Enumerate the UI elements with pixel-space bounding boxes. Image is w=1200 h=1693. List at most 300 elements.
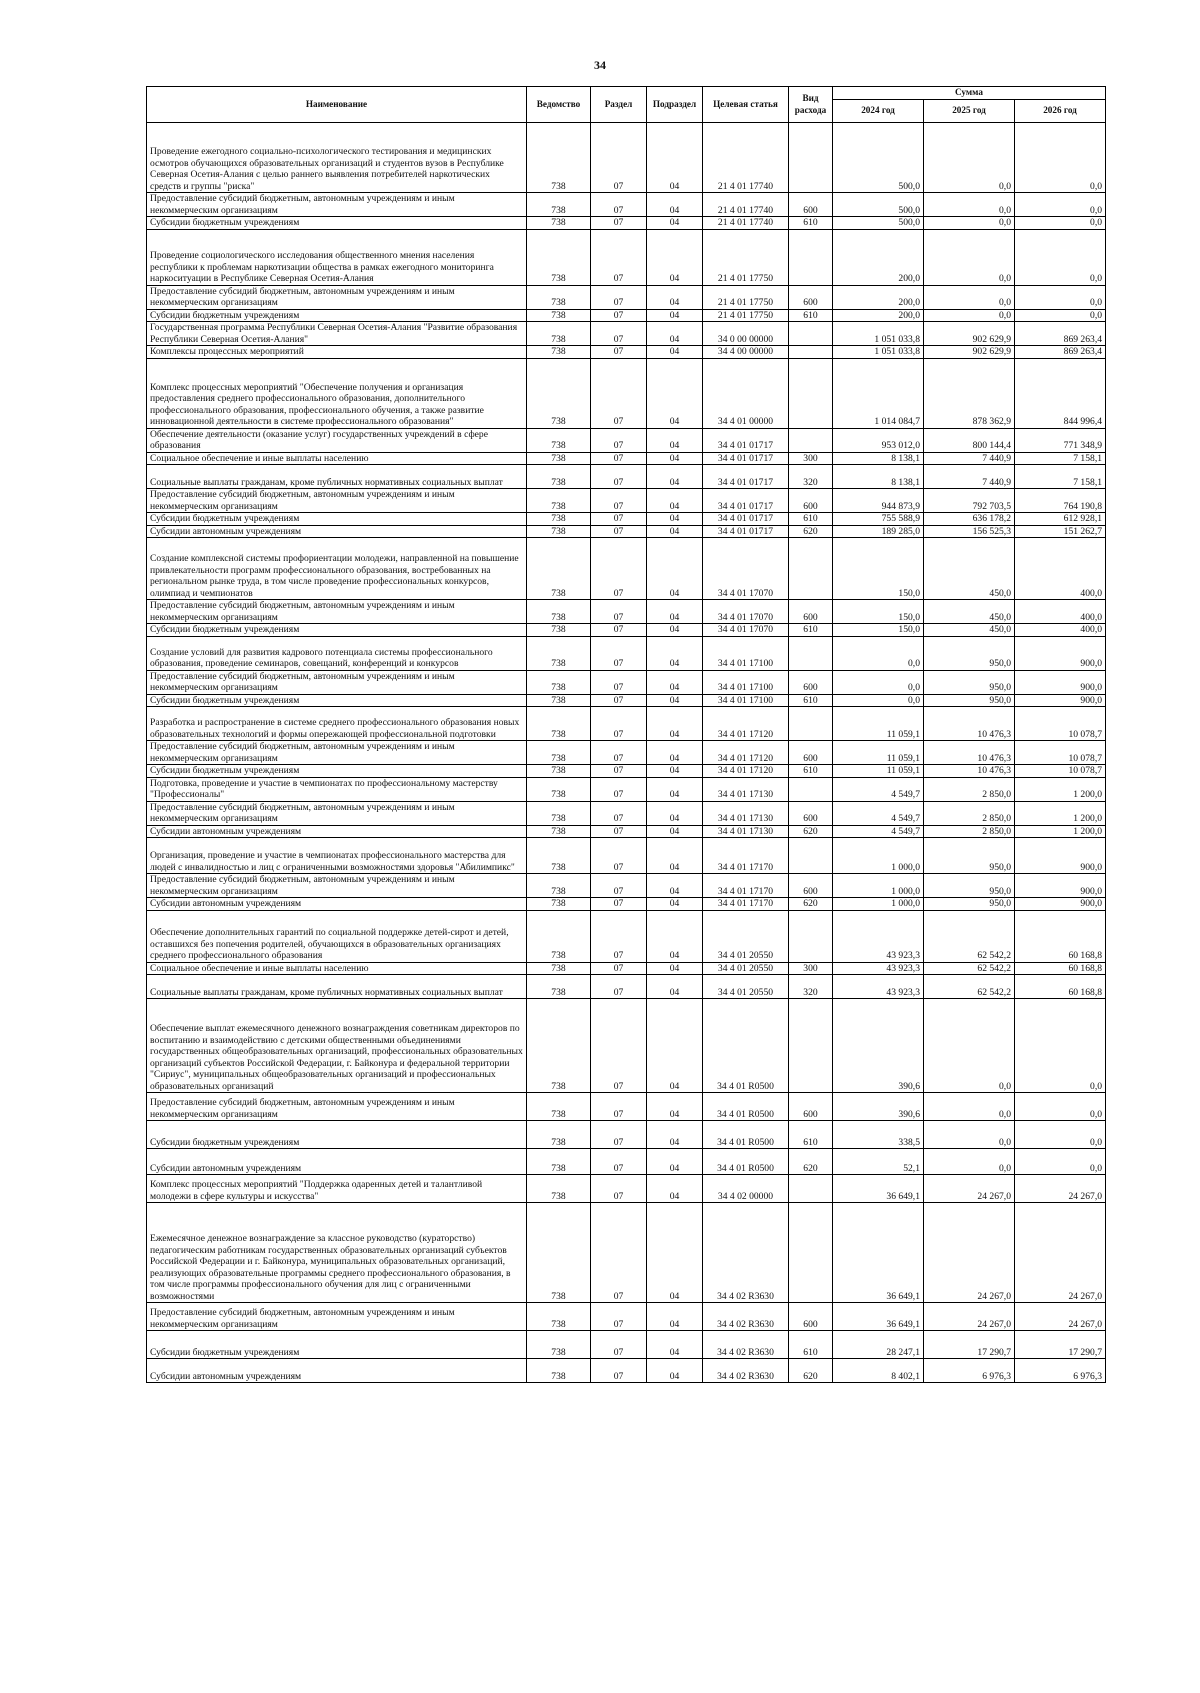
row-section-cell: 07	[591, 1149, 647, 1175]
table-row	[147, 1149, 1106, 1175]
row-target-article-cell: 34 4 01 17130	[703, 777, 789, 801]
row-subsection-cell: 04	[647, 898, 703, 911]
row-section-cell: 07	[591, 1359, 647, 1383]
row-sum-2024-cell: 43 923,3	[833, 962, 924, 975]
row-target-article-cell: 21 4 01 17740	[703, 123, 789, 193]
row-section-cell: 07	[591, 465, 647, 489]
row-sum-2025-cell: 0,0	[924, 285, 1015, 309]
row-department-cell: 738	[527, 910, 591, 962]
table-row	[147, 217, 1106, 230]
row-department-cell: 738	[527, 999, 591, 1093]
row-expense-type-cell: 620	[789, 825, 833, 838]
row-target-article-cell: 34 4 01 R0500	[703, 1121, 789, 1149]
row-sum-2025-cell: 0,0	[924, 1093, 1015, 1121]
table-row	[147, 322, 1106, 346]
row-sum-2024-cell: 8 402,1	[833, 1359, 924, 1383]
table-row	[147, 1175, 1106, 1203]
row-subsection-cell: 04	[647, 777, 703, 801]
row-subsection-cell: 04	[647, 999, 703, 1093]
table-row	[147, 465, 1106, 489]
row-sum-2026-cell: 10 078,7	[1015, 765, 1106, 778]
table-row	[147, 1359, 1106, 1383]
row-sum-2025-cell: 0,0	[924, 1149, 1015, 1175]
row-subsection-cell: 04	[647, 346, 703, 359]
row-section-cell: 07	[591, 777, 647, 801]
row-target-article-cell: 21 4 01 17750	[703, 285, 789, 309]
row-subsection-cell: 04	[647, 1093, 703, 1121]
row-sum-2024-cell: 1 000,0	[833, 874, 924, 898]
row-section-cell: 07	[591, 193, 647, 217]
table-row	[147, 670, 1106, 694]
row-sum-2026-cell: 900,0	[1015, 898, 1106, 911]
row-department-cell: 738	[527, 513, 591, 526]
row-expense-type-cell: 300	[789, 452, 833, 465]
row-sum-2025-cell: 450,0	[924, 538, 1015, 600]
row-section-cell: 07	[591, 765, 647, 778]
row-sum-2024-cell: 150,0	[833, 538, 924, 600]
row-subsection-cell: 04	[647, 670, 703, 694]
row-name-cell: Социальное обеспечение и иные выплаты населению	[147, 452, 527, 465]
row-department-cell: 738	[527, 1093, 591, 1121]
row-subsection-cell: 04	[647, 1331, 703, 1359]
row-target-article-cell: 34 4 01 01717	[703, 465, 789, 489]
row-target-article-cell: 21 4 01 17740	[703, 217, 789, 230]
row-sum-2026-cell: 0,0	[1015, 1093, 1106, 1121]
row-name-cell: Обеспечение деятельности (оказание услуг) государственных учреждений в сфере образования	[147, 428, 527, 452]
row-name-cell: Ежемесячное денежное вознаграждение за классное руководство (кураторство) педагогическим работникам государственных образовательных организаций субъектов Российской Федерации и г. Байконура, муниципальных образовательных организаций, реализующих образовательные программы среднего профессионального образования, в том числе программы профессионального обучения для лиц с ограниченными возможностями	[147, 1203, 527, 1303]
row-sum-2025-cell: 24 267,0	[924, 1203, 1015, 1303]
row-subsection-cell: 04	[647, 465, 703, 489]
row-target-article-cell: 34 4 01 17130	[703, 825, 789, 838]
row-expense-type-cell: 610	[789, 624, 833, 637]
row-target-article-cell: 34 4 02 R3630	[703, 1359, 789, 1383]
row-target-article-cell: 34 4 01 20550	[703, 975, 789, 999]
row-name-cell: Организация, проведение и участие в чемпионатах профессионального мастерства для людей с инвалидностью и лиц с ограниченными возможностями здоровья "Абилимпикс"	[147, 838, 527, 874]
row-sum-2024-cell: 36 649,1	[833, 1303, 924, 1331]
header-target-article: Целевая статья	[703, 87, 789, 123]
row-sum-2026-cell: 869 263,4	[1015, 346, 1106, 359]
row-target-article-cell: 34 4 01 20550	[703, 910, 789, 962]
row-subsection-cell: 04	[647, 358, 703, 428]
row-sum-2024-cell: 150,0	[833, 600, 924, 624]
row-name-cell: Обеспечение дополнительных гарантий по социальной поддержке детей-сирот и детей, оставшихся без попечения родителей, обучающихся в образовательных организациях среднего профессионального образования	[147, 910, 527, 962]
row-expense-type-cell	[789, 777, 833, 801]
row-sum-2026-cell: 1 200,0	[1015, 801, 1106, 825]
row-sum-2025-cell: 792 703,5	[924, 489, 1015, 513]
row-section-cell: 07	[591, 1175, 647, 1203]
row-name-cell: Предоставление субсидий бюджетным, автономным учреждениям и иным некоммерческим организациям	[147, 801, 527, 825]
row-sum-2024-cell: 1 000,0	[833, 898, 924, 911]
row-name-cell: Субсидии бюджетным учреждениям	[147, 513, 527, 526]
table-row	[147, 1331, 1106, 1359]
row-name-cell: Субсидии автономным учреждениям	[147, 1359, 527, 1383]
row-subsection-cell: 04	[647, 838, 703, 874]
row-sum-2024-cell: 0,0	[833, 670, 924, 694]
row-section-cell: 07	[591, 285, 647, 309]
row-expense-type-cell	[789, 910, 833, 962]
row-name-cell: Социальное обеспечение и иные выплаты населению	[147, 962, 527, 975]
row-department-cell: 738	[527, 898, 591, 911]
row-department-cell: 738	[527, 452, 591, 465]
row-department-cell: 738	[527, 217, 591, 230]
row-target-article-cell: 34 4 01 00000	[703, 358, 789, 428]
row-section-cell: 07	[591, 694, 647, 707]
row-subsection-cell: 04	[647, 1149, 703, 1175]
header-department: Ведомство	[527, 87, 591, 123]
row-department-cell: 738	[527, 777, 591, 801]
row-subsection-cell: 04	[647, 285, 703, 309]
row-sum-2026-cell: 612 928,1	[1015, 513, 1106, 526]
row-sum-2026-cell: 60 168,8	[1015, 975, 1106, 999]
row-name-cell: Субсидии автономным учреждениям	[147, 825, 527, 838]
row-department-cell: 738	[527, 624, 591, 637]
row-subsection-cell: 04	[647, 741, 703, 765]
row-sum-2026-cell: 869 263,4	[1015, 322, 1106, 346]
row-sum-2025-cell: 636 178,2	[924, 513, 1015, 526]
table-row	[147, 910, 1106, 962]
row-section-cell: 07	[591, 309, 647, 322]
row-name-cell: Субсидии автономным учреждениям	[147, 525, 527, 538]
row-name-cell: Субсидии бюджетным учреждениям	[147, 309, 527, 322]
row-department-cell: 738	[527, 1203, 591, 1303]
row-department-cell: 738	[527, 1149, 591, 1175]
row-section-cell: 07	[591, 525, 647, 538]
row-section-cell: 07	[591, 707, 647, 741]
row-sum-2025-cell: 0,0	[924, 1121, 1015, 1149]
row-sum-2024-cell: 944 873,9	[833, 489, 924, 513]
row-subsection-cell: 04	[647, 322, 703, 346]
table-row	[147, 1303, 1106, 1331]
row-sum-2026-cell: 764 190,8	[1015, 489, 1106, 513]
row-sum-2026-cell: 0,0	[1015, 999, 1106, 1093]
row-target-article-cell: 34 4 01 17070	[703, 600, 789, 624]
row-department-cell: 738	[527, 1175, 591, 1203]
row-section-cell: 07	[591, 1203, 647, 1303]
row-sum-2024-cell: 1 000,0	[833, 838, 924, 874]
row-subsection-cell: 04	[647, 801, 703, 825]
row-department-cell: 738	[527, 600, 591, 624]
row-expense-type-cell: 600	[789, 670, 833, 694]
row-department-cell: 738	[527, 707, 591, 741]
row-name-cell: Предоставление субсидий бюджетным, автономным учреждениям и иным некоммерческим организациям	[147, 670, 527, 694]
header-expense-type: Вид расхода	[789, 87, 833, 123]
row-sum-2024-cell: 500,0	[833, 217, 924, 230]
row-sum-2025-cell: 950,0	[924, 636, 1015, 670]
row-sum-2025-cell: 24 267,0	[924, 1303, 1015, 1331]
row-sum-2025-cell: 2 850,0	[924, 801, 1015, 825]
row-sum-2026-cell: 60 168,8	[1015, 910, 1106, 962]
row-expense-type-cell	[789, 1203, 833, 1303]
row-sum-2026-cell: 771 348,9	[1015, 428, 1106, 452]
row-name-cell: Субсидии автономным учреждениям	[147, 1149, 527, 1175]
row-department-cell: 738	[527, 123, 591, 193]
row-sum-2025-cell: 156 525,3	[924, 525, 1015, 538]
row-sum-2026-cell: 0,0	[1015, 1149, 1106, 1175]
table-row	[147, 825, 1106, 838]
row-department-cell: 738	[527, 428, 591, 452]
row-sum-2025-cell: 62 542,2	[924, 910, 1015, 962]
row-sum-2025-cell: 950,0	[924, 670, 1015, 694]
row-name-cell: Проведение ежегодного социально-психологического тестирования и медицинских осмотров обучающихся образовательных организаций и студентов вузов в Республике Северная Осетия-Алания с целью раннего выявления потребителей наркотических средств и группы "риска"	[147, 123, 527, 193]
row-name-cell: Комплексы процессных мероприятий	[147, 346, 527, 359]
row-sum-2026-cell: 17 290,7	[1015, 1331, 1106, 1359]
row-target-article-cell: 34 4 01 R0500	[703, 1093, 789, 1121]
row-subsection-cell: 04	[647, 513, 703, 526]
row-sum-2024-cell: 1 014 084,7	[833, 358, 924, 428]
header-year-2026: 2026 год	[1015, 100, 1106, 123]
row-subsection-cell: 04	[647, 193, 703, 217]
row-subsection-cell: 04	[647, 309, 703, 322]
row-department-cell: 738	[527, 1331, 591, 1359]
row-department-cell: 738	[527, 636, 591, 670]
row-expense-type-cell: 320	[789, 465, 833, 489]
row-section-cell: 07	[591, 452, 647, 465]
row-expense-type-cell: 600	[789, 1093, 833, 1121]
row-expense-type-cell: 620	[789, 1359, 833, 1383]
row-section-cell: 07	[591, 538, 647, 600]
row-sum-2024-cell: 338,5	[833, 1121, 924, 1149]
row-sum-2026-cell: 1 200,0	[1015, 777, 1106, 801]
row-sum-2026-cell: 900,0	[1015, 636, 1106, 670]
table-row	[147, 452, 1106, 465]
row-department-cell: 738	[527, 322, 591, 346]
table-row	[147, 309, 1106, 322]
row-subsection-cell: 04	[647, 1203, 703, 1303]
row-sum-2025-cell: 10 476,3	[924, 765, 1015, 778]
row-target-article-cell: 34 4 01 17120	[703, 707, 789, 741]
row-expense-type-cell	[789, 1175, 833, 1203]
table-row	[147, 838, 1106, 874]
row-section-cell: 07	[591, 428, 647, 452]
row-sum-2026-cell: 400,0	[1015, 538, 1106, 600]
row-section-cell: 07	[591, 1331, 647, 1359]
row-sum-2026-cell: 0,0	[1015, 1121, 1106, 1149]
row-section-cell: 07	[591, 123, 647, 193]
row-expense-type-cell	[789, 358, 833, 428]
row-department-cell: 738	[527, 489, 591, 513]
row-sum-2024-cell: 500,0	[833, 123, 924, 193]
row-name-cell: Разработка и распространение в системе среднего профессионального образования новых образовательных технологий и формы опережающей профессиональной подготовки	[147, 707, 527, 741]
table-row	[147, 285, 1106, 309]
row-name-cell: Предоставление субсидий бюджетным, автономным учреждениям и иным некоммерческим организациям	[147, 193, 527, 217]
row-name-cell: Субсидии автономным учреждениям	[147, 898, 527, 911]
row-department-cell: 738	[527, 193, 591, 217]
row-department-cell: 738	[527, 975, 591, 999]
row-section-cell: 07	[591, 741, 647, 765]
row-sum-2025-cell: 950,0	[924, 898, 1015, 911]
row-sum-2026-cell: 1 200,0	[1015, 825, 1106, 838]
row-sum-2025-cell: 450,0	[924, 600, 1015, 624]
row-target-article-cell: 34 4 02 00000	[703, 1175, 789, 1203]
row-sum-2024-cell: 36 649,1	[833, 1203, 924, 1303]
row-sum-2024-cell: 200,0	[833, 285, 924, 309]
row-name-cell: Субсидии бюджетным учреждениям	[147, 624, 527, 637]
header-year-2025: 2025 год	[924, 100, 1015, 123]
row-sum-2024-cell: 1 051 033,8	[833, 322, 924, 346]
row-subsection-cell: 04	[647, 1175, 703, 1203]
row-expense-type-cell: 600	[789, 1303, 833, 1331]
header-sum: Сумма	[833, 87, 1106, 100]
row-subsection-cell: 04	[647, 452, 703, 465]
row-section-cell: 07	[591, 217, 647, 230]
row-subsection-cell: 04	[647, 229, 703, 285]
row-subsection-cell: 04	[647, 600, 703, 624]
row-name-cell: Создание условий для развития кадрового потенциала системы профессионального образования, проведение семинаров, совещаний, конференций и конкурсов	[147, 636, 527, 670]
table-row	[147, 229, 1106, 285]
table-row	[147, 489, 1106, 513]
row-target-article-cell: 34 4 02 R3630	[703, 1303, 789, 1331]
row-sum-2025-cell: 2 850,0	[924, 777, 1015, 801]
row-department-cell: 738	[527, 741, 591, 765]
row-expense-type-cell: 600	[789, 285, 833, 309]
row-sum-2024-cell: 390,6	[833, 999, 924, 1093]
row-subsection-cell: 04	[647, 765, 703, 778]
row-expense-type-cell	[789, 428, 833, 452]
row-target-article-cell: 34 4 01 17100	[703, 636, 789, 670]
row-expense-type-cell	[789, 346, 833, 359]
row-target-article-cell: 34 4 01 17070	[703, 624, 789, 637]
row-sum-2024-cell: 4 549,7	[833, 825, 924, 838]
row-sum-2026-cell: 10 078,7	[1015, 707, 1106, 741]
table-row	[147, 513, 1106, 526]
row-expense-type-cell: 600	[789, 489, 833, 513]
row-expense-type-cell: 610	[789, 694, 833, 707]
row-expense-type-cell	[789, 322, 833, 346]
row-sum-2024-cell: 189 285,0	[833, 525, 924, 538]
row-section-cell: 07	[591, 358, 647, 428]
row-section-cell: 07	[591, 825, 647, 838]
row-sum-2025-cell: 450,0	[924, 624, 1015, 637]
row-section-cell: 07	[591, 975, 647, 999]
row-expense-type-cell	[789, 229, 833, 285]
row-department-cell: 738	[527, 358, 591, 428]
row-department-cell: 738	[527, 229, 591, 285]
row-subsection-cell: 04	[647, 707, 703, 741]
row-expense-type-cell: 300	[789, 962, 833, 975]
table-row	[147, 765, 1106, 778]
row-department-cell: 738	[527, 525, 591, 538]
row-sum-2025-cell: 0,0	[924, 217, 1015, 230]
row-expense-type-cell: 600	[789, 874, 833, 898]
row-department-cell: 738	[527, 309, 591, 322]
row-subsection-cell: 04	[647, 694, 703, 707]
row-sum-2025-cell: 10 476,3	[924, 707, 1015, 741]
row-sum-2026-cell: 7 158,1	[1015, 465, 1106, 489]
row-sum-2025-cell: 62 542,2	[924, 962, 1015, 975]
row-target-article-cell: 34 4 02 R3630	[703, 1331, 789, 1359]
row-sum-2026-cell: 24 267,0	[1015, 1303, 1106, 1331]
row-sum-2024-cell: 0,0	[833, 694, 924, 707]
row-target-article-cell: 21 4 01 17740	[703, 193, 789, 217]
row-sum-2026-cell: 0,0	[1015, 217, 1106, 230]
row-expense-type-cell	[789, 636, 833, 670]
row-expense-type-cell: 600	[789, 193, 833, 217]
row-sum-2025-cell: 0,0	[924, 309, 1015, 322]
row-sum-2024-cell: 150,0	[833, 624, 924, 637]
row-sum-2024-cell: 1 051 033,8	[833, 346, 924, 359]
row-department-cell: 738	[527, 346, 591, 359]
row-target-article-cell: 34 4 01 17170	[703, 838, 789, 874]
row-department-cell: 738	[527, 838, 591, 874]
row-section-cell: 07	[591, 600, 647, 624]
table-row	[147, 358, 1106, 428]
row-sum-2024-cell: 11 059,1	[833, 765, 924, 778]
row-department-cell: 738	[527, 694, 591, 707]
row-subsection-cell: 04	[647, 624, 703, 637]
row-sum-2026-cell: 0,0	[1015, 285, 1106, 309]
row-section-cell: 07	[591, 874, 647, 898]
row-expense-type-cell: 610	[789, 1331, 833, 1359]
row-sum-2024-cell: 0,0	[833, 636, 924, 670]
row-sum-2024-cell: 8 138,1	[833, 452, 924, 465]
row-sum-2025-cell: 0,0	[924, 193, 1015, 217]
row-sum-2026-cell: 900,0	[1015, 694, 1106, 707]
row-section-cell: 07	[591, 801, 647, 825]
row-target-article-cell: 34 4 01 17170	[703, 898, 789, 911]
row-target-article-cell: 21 4 01 17750	[703, 309, 789, 322]
row-target-article-cell: 34 4 01 01717	[703, 513, 789, 526]
row-expense-type-cell: 610	[789, 217, 833, 230]
row-sum-2024-cell: 755 588,9	[833, 513, 924, 526]
row-sum-2024-cell: 200,0	[833, 229, 924, 285]
row-department-cell: 738	[527, 1359, 591, 1383]
row-sum-2026-cell: 24 267,0	[1015, 1203, 1106, 1303]
row-target-article-cell: 34 4 01 17100	[703, 694, 789, 707]
row-expense-type-cell: 610	[789, 513, 833, 526]
table-row	[147, 975, 1106, 999]
row-department-cell: 738	[527, 285, 591, 309]
table-row	[147, 346, 1106, 359]
row-target-article-cell: 34 4 01 R0500	[703, 999, 789, 1093]
row-subsection-cell: 04	[647, 1359, 703, 1383]
header-year-2024: 2024 год	[833, 100, 924, 123]
row-sum-2024-cell: 4 549,7	[833, 777, 924, 801]
row-department-cell: 738	[527, 465, 591, 489]
row-expense-type-cell: 610	[789, 309, 833, 322]
row-section-cell: 07	[591, 1303, 647, 1331]
row-sum-2024-cell: 11 059,1	[833, 741, 924, 765]
row-name-cell: Проведение социологического исследования общественного мнения населения республики к проблемам наркотизации общества в рамках ежегодного мониторинга наркоситуации в Республике Северная Осетия-Алания	[147, 229, 527, 285]
row-sum-2025-cell: 6 976,3	[924, 1359, 1015, 1383]
row-sum-2026-cell: 900,0	[1015, 838, 1106, 874]
table-row	[147, 193, 1106, 217]
row-expense-type-cell	[789, 838, 833, 874]
row-subsection-cell: 04	[647, 874, 703, 898]
row-target-article-cell: 34 4 00 00000	[703, 346, 789, 359]
row-sum-2024-cell: 390,6	[833, 1093, 924, 1121]
row-name-cell: Предоставление субсидий бюджетным, автономным учреждениям и иным некоммерческим организациям	[147, 874, 527, 898]
row-sum-2025-cell: 7 440,9	[924, 452, 1015, 465]
row-name-cell: Обеспечение выплат ежемесячного денежного вознаграждения советникам директоров по воспитанию и взаимодействию с детскими общественными объединениями государственных общеобразовательных организаций, профессиональных образовательных организаций субъектов Российской Федерации, г. Байконура и федеральной территории "Сириус", муниципальных общеобразовательных организаций и профессиональных образовательных организаций	[147, 999, 527, 1093]
row-expense-type-cell: 320	[789, 975, 833, 999]
row-subsection-cell: 04	[647, 962, 703, 975]
row-section-cell: 07	[591, 322, 647, 346]
row-sum-2025-cell: 0,0	[924, 999, 1015, 1093]
row-expense-type-cell	[789, 538, 833, 600]
row-name-cell: Государственная программа Республики Северная Осетия-Алания "Развитие образования Республики Северная Осетия-Алания"	[147, 322, 527, 346]
row-sum-2025-cell: 7 440,9	[924, 465, 1015, 489]
table-row	[147, 962, 1106, 975]
row-sum-2026-cell: 24 267,0	[1015, 1175, 1106, 1203]
row-target-article-cell: 34 4 02 R3630	[703, 1203, 789, 1303]
row-section-cell: 07	[591, 346, 647, 359]
row-department-cell: 738	[527, 825, 591, 838]
row-target-article-cell: 34 4 01 17120	[703, 765, 789, 778]
row-target-article-cell: 34 4 01 01717	[703, 452, 789, 465]
row-sum-2026-cell: 0,0	[1015, 309, 1106, 322]
row-sum-2026-cell: 0,0	[1015, 123, 1106, 193]
row-target-article-cell: 34 4 01 17120	[703, 741, 789, 765]
